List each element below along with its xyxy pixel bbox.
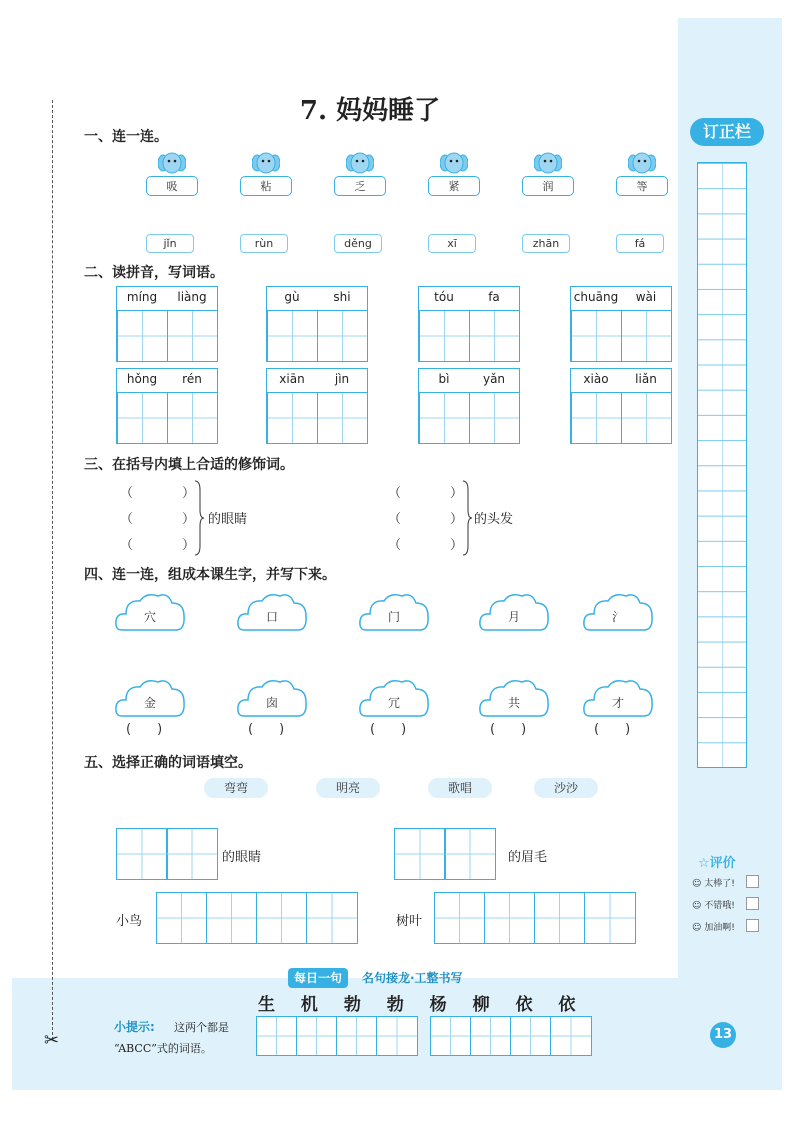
- cloud-radical[interactable]: [582, 590, 654, 632]
- fill-label-leaves: 树叶: [396, 914, 423, 929]
- tip-line-2: “ABCC”式的词语。: [114, 1042, 212, 1055]
- word-option[interactable]: 弯弯: [204, 778, 268, 798]
- writing-cell[interactable]: [317, 392, 368, 444]
- pinyin-word-grid[interactable]: [418, 368, 520, 444]
- eval-item-1[interactable]: ☺ 太棒了!: [692, 879, 735, 889]
- word-option[interactable]: 沙沙: [534, 778, 598, 798]
- cut-line: [52, 100, 53, 1040]
- pinyin-word-grid[interactable]: [418, 286, 520, 362]
- writing-cell[interactable]: [444, 828, 496, 880]
- cloud-part[interactable]: [582, 676, 654, 718]
- writing-cell[interactable]: [419, 310, 470, 362]
- cloud-part[interactable]: [236, 676, 308, 718]
- pinyin-syllable: xiān: [279, 372, 305, 386]
- match-pinyin-tag[interactable]: jǐn: [146, 234, 194, 253]
- match-pinyin-tag[interactable]: zhān: [522, 234, 570, 253]
- pinyin-word-grid[interactable]: [266, 286, 368, 362]
- writing-cell[interactable]: [510, 1016, 551, 1056]
- writing-cell[interactable]: [156, 892, 207, 944]
- correction-header: 订正栏: [690, 118, 764, 146]
- cloud-label: 口: [265, 610, 278, 624]
- writing-cell[interactable]: [336, 1016, 377, 1056]
- writing-cell[interactable]: [267, 392, 318, 444]
- word-writing-grid[interactable]: [394, 828, 496, 880]
- daily-word-grid[interactable]: [256, 1016, 418, 1056]
- elephant-icon: [252, 152, 280, 176]
- paren-open: （: [388, 512, 402, 527]
- match-pinyin-tag[interactable]: děng: [334, 234, 382, 253]
- answer-paren[interactable]: ( ): [248, 722, 285, 737]
- writing-cell[interactable]: [550, 1016, 592, 1056]
- paren-open: （: [120, 512, 134, 527]
- pinyin-syllable: gù: [284, 290, 300, 304]
- section-3-heading: 三、在括号内填上合适的修饰词。: [84, 457, 294, 473]
- writing-cell[interactable]: [470, 1016, 511, 1056]
- cloud-part[interactable]: [358, 676, 430, 718]
- pinyin-syllable: shi: [333, 290, 351, 304]
- elephant-icon: [346, 152, 374, 176]
- pinyin-line: [419, 287, 519, 311]
- match-pinyin-tag[interactable]: fá: [616, 234, 664, 253]
- pinyin-syllable: jìn: [334, 372, 350, 386]
- writing-cell[interactable]: [571, 392, 622, 444]
- match-char-tag[interactable]: 润: [522, 176, 574, 196]
- cloud-part[interactable]: [478, 676, 550, 718]
- match-char-tag[interactable]: 吸: [146, 176, 198, 196]
- writing-cell[interactable]: [167, 310, 218, 362]
- pinyin-line: [267, 369, 367, 393]
- cloud-label: 囱: [265, 696, 278, 710]
- star-icon: ☆: [698, 856, 710, 871]
- cloud-label: 门: [387, 610, 400, 624]
- writing-cell[interactable]: [434, 892, 485, 944]
- paren-open: （: [120, 538, 134, 553]
- writing-cell[interactable]: [117, 310, 168, 362]
- pinyin-syllable: liàng: [177, 290, 207, 304]
- pinyin-syllable: rén: [182, 372, 202, 386]
- paren-close: ）: [450, 538, 464, 553]
- writing-cell[interactable]: [267, 310, 318, 362]
- word-writing-grid[interactable]: [116, 828, 218, 880]
- match-pinyin-tag[interactable]: rùn: [240, 234, 288, 253]
- writing-cell[interactable]: [116, 828, 168, 880]
- fill-label-eyes: 的眼睛: [222, 850, 262, 865]
- writing-cell[interactable]: [317, 310, 368, 362]
- pinyin-line: [267, 287, 367, 311]
- cloud-radical[interactable]: [358, 590, 430, 632]
- writing-cell[interactable]: [117, 392, 168, 444]
- modifier-blank[interactable]: [404, 534, 448, 552]
- pinyin-word-grid[interactable]: [116, 368, 218, 444]
- modifier-blank[interactable]: [404, 482, 448, 500]
- writing-cell[interactable]: [419, 392, 470, 444]
- modifier-blank[interactable]: [404, 508, 448, 526]
- writing-cell[interactable]: [534, 892, 585, 944]
- writing-cell[interactable]: [376, 1016, 418, 1056]
- modifier-blank[interactable]: [136, 534, 180, 552]
- evaluation-title: ☆评价: [698, 856, 736, 871]
- match-char-tag[interactable]: 粘: [240, 176, 292, 196]
- section-5-heading: 五、选择正确的词语填空。: [84, 755, 252, 771]
- answer-paren[interactable]: ( ): [370, 722, 407, 737]
- page-title: 7. 妈妈睡了: [299, 96, 441, 126]
- pinyin-line: [117, 369, 217, 393]
- curly-brace: [462, 480, 472, 556]
- writing-cell[interactable]: [621, 392, 672, 444]
- correction-grid[interactable]: [697, 162, 747, 768]
- writing-cell[interactable]: [571, 310, 622, 362]
- writing-cell[interactable]: [621, 310, 672, 362]
- pinyin-line: [571, 369, 671, 393]
- fill-label-eyebrows: 的眉毛: [508, 850, 548, 865]
- answer-paren[interactable]: ( ): [490, 722, 527, 737]
- word-writing-grid[interactable]: [156, 892, 358, 944]
- writing-cell[interactable]: [469, 392, 520, 444]
- cloud-label: 氵: [611, 610, 624, 624]
- pinyin-word-grid[interactable]: [266, 368, 368, 444]
- paren-close: ）: [450, 512, 464, 527]
- modifier-target-label: 的头发: [474, 512, 514, 527]
- eval-item-3[interactable]: ☺ 加油啊!: [692, 923, 735, 933]
- writing-cell[interactable]: [296, 1016, 337, 1056]
- cloud-radical[interactable]: [114, 590, 186, 632]
- paren-open: （: [388, 538, 402, 553]
- pinyin-line: [419, 369, 519, 393]
- paren-close: ）: [182, 512, 196, 527]
- elephant-icon: [158, 152, 186, 176]
- cloud-radical[interactable]: [236, 590, 308, 632]
- pinyin-syllable: bì: [438, 372, 450, 386]
- answer-paren[interactable]: ( ): [126, 722, 163, 737]
- eval-checkbox-1[interactable]: [746, 875, 759, 888]
- daily-word-grid[interactable]: [430, 1016, 592, 1056]
- match-char-tag[interactable]: 等: [616, 176, 668, 196]
- page-number: 13: [710, 1022, 736, 1048]
- pinyin-word-grid[interactable]: [570, 286, 672, 362]
- eval-item-2[interactable]: ☺ 不错哦!: [692, 901, 735, 911]
- daily-badge: 每日一句: [288, 968, 348, 988]
- match-char-tag[interactable]: 紧: [428, 176, 480, 196]
- writing-cell[interactable]: [256, 892, 307, 944]
- writing-cell[interactable]: [167, 392, 218, 444]
- cloud-label: 穴: [143, 610, 156, 624]
- elephant-icon: [440, 152, 468, 176]
- paren-close: ）: [182, 486, 196, 501]
- evaluation-box: [690, 848, 766, 940]
- fill-label-bird: 小鸟: [116, 914, 143, 929]
- answer-paren[interactable]: ( ): [594, 722, 631, 737]
- paren-open: （: [388, 486, 402, 501]
- cloud-part[interactable]: [114, 676, 186, 718]
- match-char-tag[interactable]: 乏: [334, 176, 386, 196]
- pinyin-word-grid[interactable]: [116, 286, 218, 362]
- writing-cell[interactable]: [430, 1016, 471, 1056]
- elephant-icon: [628, 152, 656, 176]
- pinyin-syllable: chuāng: [573, 290, 619, 304]
- pinyin-syllable: yǎn: [482, 372, 506, 386]
- section-2-heading: 二、读拼音，写词语。: [84, 265, 224, 281]
- cloud-label: 共: [507, 696, 520, 710]
- tip-label: 小提示:: [114, 1020, 155, 1034]
- elephant-icon: [534, 152, 562, 176]
- scissors-icon: ✂: [44, 1030, 60, 1051]
- section-4-heading: 四、连一连，组成本课生字，并写下来。: [84, 567, 336, 583]
- section-1-heading: 一、连一连。: [84, 129, 168, 145]
- pinyin-syllable: fa: [488, 290, 500, 304]
- pinyin-line: [117, 287, 217, 311]
- daily-chars: 生 机 勃 勃 杨 柳 依 依: [258, 995, 586, 1015]
- pinyin-word-grid[interactable]: [570, 368, 672, 444]
- pinyin-syllable: wài: [635, 290, 657, 304]
- pinyin-syllable: míng: [126, 290, 158, 304]
- match-pinyin-tag[interactable]: xī: [428, 234, 476, 253]
- word-option[interactable]: 歌唱: [428, 778, 492, 798]
- writing-cell[interactable]: [584, 892, 636, 944]
- daily-subtitle: 名句接龙·工整书写: [362, 971, 463, 985]
- pinyin-syllable: hǒng: [126, 372, 158, 386]
- cloud-label: 才: [611, 696, 624, 710]
- curly-brace: [194, 480, 204, 556]
- cloud-radical[interactable]: [478, 590, 550, 632]
- modifier-blank[interactable]: [136, 508, 180, 526]
- pinyin-syllable: tóu: [434, 290, 454, 304]
- paren-open: （: [120, 486, 134, 501]
- modifier-target-label: 的眼睛: [208, 512, 248, 527]
- eval-checkbox-3[interactable]: [746, 919, 759, 932]
- eval-checkbox-2[interactable]: [746, 897, 759, 910]
- writing-cell[interactable]: [469, 310, 520, 362]
- pinyin-line: [571, 287, 671, 311]
- word-writing-grid[interactable]: [434, 892, 636, 944]
- writing-cell[interactable]: [306, 892, 358, 944]
- pinyin-syllable: xiào: [583, 372, 609, 386]
- tip-line-1: 这两个都是: [174, 1021, 229, 1034]
- writing-cell[interactable]: [256, 1016, 297, 1056]
- cloud-label: 金: [143, 696, 156, 710]
- cloud-label: 冗: [387, 696, 400, 710]
- word-option[interactable]: 明亮: [316, 778, 380, 798]
- writing-cell[interactable]: [166, 828, 218, 880]
- writing-cell[interactable]: [394, 828, 446, 880]
- paren-close: ）: [182, 538, 196, 553]
- modifier-blank[interactable]: [136, 482, 180, 500]
- paren-close: ）: [450, 486, 464, 501]
- writing-cell[interactable]: [206, 892, 257, 944]
- writing-cell[interactable]: [484, 892, 535, 944]
- pinyin-syllable: liǎn: [635, 372, 657, 386]
- cloud-label: 月: [507, 610, 520, 624]
